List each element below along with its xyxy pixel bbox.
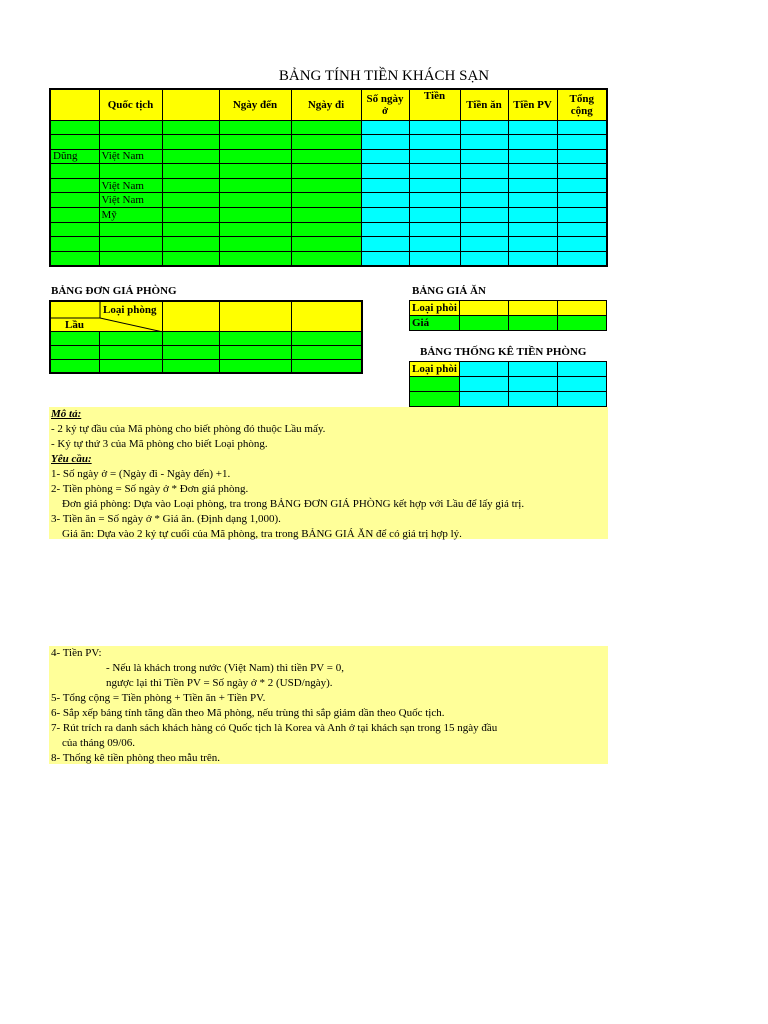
- table-cell: [557, 237, 607, 252]
- table-cell: [557, 208, 607, 223]
- price-header-cell: [162, 301, 219, 331]
- table-cell: [50, 251, 99, 266]
- table-cell: [50, 178, 99, 193]
- table-cell: [557, 149, 607, 164]
- price-header-cell: [219, 301, 291, 331]
- table-cell: [508, 237, 557, 252]
- header-cell: Ngày đi: [291, 89, 361, 120]
- note-line: 6- Sắp xếp bảng tính tăng dần theo Mã phòng, nếu trùng thì sắp giảm dần theo Quốc tịch.: [51, 707, 445, 719]
- table-cell: [508, 222, 557, 237]
- note-line: - Nếu là khách trong nước (Việt Nam) thì tiền PV = 0,: [51, 662, 344, 674]
- price-table: [49, 300, 363, 374]
- table-row: [50, 208, 607, 223]
- table-cell: [557, 193, 607, 208]
- table-cell: [162, 222, 219, 237]
- table-cell: [361, 135, 409, 150]
- note-line: - 2 ký tự đầu của Mã phòng cho biết phòng đó thuộc Lầu mấy.: [51, 423, 326, 435]
- table-cell: [409, 120, 460, 135]
- table-cell: [460, 208, 508, 223]
- table-cell: [99, 222, 162, 237]
- table-cell: [409, 149, 460, 164]
- notes-block-description: [49, 407, 608, 539]
- note-line: Giá ăn: Dựa vào 2 ký tự cuối của Mã phòng, tra trong BẢNG GIÁ ĂN để có giá trị hợp lý.: [51, 528, 462, 540]
- stats-table-title: BẢNG THỐNG KÊ TIỀN PHÒNG: [420, 346, 587, 358]
- table-cell: [361, 222, 409, 237]
- table-cell: [219, 120, 291, 135]
- table-cell: [50, 135, 99, 150]
- table-cell: [291, 208, 361, 223]
- price-header-bottom: Lầu: [65, 319, 84, 331]
- table-row: [50, 120, 607, 135]
- price-header-top: Loại phòng: [103, 304, 157, 316]
- table-cell: [361, 149, 409, 164]
- meal-row-label: Loại phòi: [410, 301, 460, 316]
- table-cell: [361, 193, 409, 208]
- header-cell: [50, 89, 99, 120]
- main-table-header: [50, 89, 607, 120]
- table-cell: [361, 164, 409, 179]
- table-row: [50, 222, 607, 237]
- table-cell: [219, 193, 291, 208]
- table-cell: [508, 208, 557, 223]
- table-cell: [219, 222, 291, 237]
- table-cell: [291, 251, 361, 266]
- header-cell: Ngày đến: [219, 89, 291, 120]
- table-cell: [162, 193, 219, 208]
- table-cell: [162, 178, 219, 193]
- table-cell: [162, 135, 219, 150]
- table-cell: [460, 149, 508, 164]
- note-line: - Ký tự thứ 3 của Mã phòng cho biết Loại phòng.: [51, 438, 268, 450]
- table-cell: [50, 164, 99, 179]
- table-cell: [291, 178, 361, 193]
- header-cell: Quốc tịch: [99, 89, 162, 120]
- table-cell: [219, 208, 291, 223]
- table-cell: [291, 193, 361, 208]
- stats-table: [409, 361, 607, 407]
- table-cell: [219, 251, 291, 266]
- table-cell: [162, 149, 219, 164]
- table-cell: [409, 251, 460, 266]
- table-cell: [219, 149, 291, 164]
- table-cell: [291, 120, 361, 135]
- table-cell: [557, 178, 607, 193]
- table-cell: [50, 120, 99, 135]
- table-cell: [219, 237, 291, 252]
- table-cell: [409, 193, 460, 208]
- table-row: [50, 149, 607, 164]
- note-line: 8- Thống kê tiền phòng theo mẫu trên.: [51, 752, 221, 764]
- table-cell: [50, 222, 99, 237]
- table-row: [50, 237, 607, 252]
- mo-ta-label: Mô tả:: [51, 408, 82, 420]
- table-cell: [291, 135, 361, 150]
- table-cell: [557, 251, 607, 266]
- page-title: BẢNG TÍNH TIỀN KHÁCH SẠN: [278, 68, 490, 84]
- stats-row-label: Loại phòi: [410, 362, 460, 377]
- table-cell: [460, 222, 508, 237]
- meal-table-title: BẢNG GIÁ ĂN: [412, 285, 486, 297]
- header-cell: Số ngày ở: [361, 89, 409, 120]
- table-cell: [460, 135, 508, 150]
- table-cell: [557, 120, 607, 135]
- table-cell: [361, 178, 409, 193]
- table-cell: [460, 120, 508, 135]
- table-cell: [50, 237, 99, 252]
- table-cell: [99, 164, 162, 179]
- table-row: [50, 178, 607, 193]
- table-cell: [460, 251, 508, 266]
- table-cell: [508, 251, 557, 266]
- table-cell: [508, 120, 557, 135]
- table-cell: [460, 164, 508, 179]
- table-cell: [409, 237, 460, 252]
- table-cell: Mỹ: [99, 208, 162, 223]
- table-cell: [508, 164, 557, 179]
- table-row: [50, 251, 607, 266]
- table-cell: [50, 208, 99, 223]
- price-header-cell: [291, 301, 362, 331]
- yeu-cau-label: Yêu cầu:: [51, 453, 92, 465]
- table-cell: [361, 120, 409, 135]
- table-cell: [409, 208, 460, 223]
- table-cell: [219, 135, 291, 150]
- table-cell: [99, 237, 162, 252]
- meal-row-label: Giá: [410, 316, 460, 331]
- table-cell: [219, 164, 291, 179]
- table-cell: [508, 178, 557, 193]
- table-cell: [291, 149, 361, 164]
- header-cell: Tiền ăn: [460, 89, 508, 120]
- note-line: 7- Rút trích ra danh sách khách hàng có Quốc tịch là Korea và Anh ở tại khách sạn trong 15 ngày đầu: [51, 722, 498, 734]
- table-cell: Việt Nam: [99, 178, 162, 193]
- table-row: [50, 135, 607, 150]
- table-cell: [557, 135, 607, 150]
- table-cell: [409, 135, 460, 150]
- table-cell: [508, 149, 557, 164]
- table-cell: [291, 237, 361, 252]
- main-table: [49, 88, 608, 267]
- note-line: Đơn giá phòng: Dựa vào Loại phòng, tra trong BẢNG ĐƠN GIÁ PHÒNG kết hợp với Lầu để lấy giá trị.: [51, 498, 525, 510]
- table-cell: [162, 164, 219, 179]
- price-table-corner: [50, 301, 162, 331]
- table-cell: [162, 208, 219, 223]
- header-cell: [162, 89, 219, 120]
- table-cell: [162, 120, 219, 135]
- table-cell: [557, 164, 607, 179]
- table-cell: Việt Nam: [99, 193, 162, 208]
- notes-block-requirements: [49, 646, 608, 764]
- table-cell: [219, 178, 291, 193]
- note-line: 2- Tiền phòng = Số ngày ở * Đơn giá phòng.: [51, 483, 249, 495]
- note-line: 3- Tiền ăn = Số ngày ở * Giá ăn. (Định dạng 1,000).: [51, 513, 281, 525]
- table-cell: Dũng: [50, 149, 99, 164]
- note-line: ngược lại thì Tiền PV = Số ngày ở * 2 (USD/ngày).: [51, 677, 333, 689]
- table-cell: [291, 222, 361, 237]
- table-cell: [50, 193, 99, 208]
- table-cell: [162, 237, 219, 252]
- table-cell: [99, 251, 162, 266]
- header-cell: Tổng cộng: [557, 89, 607, 120]
- table-cell: [460, 193, 508, 208]
- table-cell: [361, 251, 409, 266]
- note-line: của tháng 09/06.: [51, 737, 136, 749]
- table-cell: [99, 120, 162, 135]
- table-cell: [409, 178, 460, 193]
- table-cell: [409, 164, 460, 179]
- table-cell: [508, 193, 557, 208]
- table-cell: [291, 164, 361, 179]
- table-row: [50, 193, 607, 208]
- table-cell: [460, 178, 508, 193]
- table-cell: [460, 237, 508, 252]
- table-cell: [361, 237, 409, 252]
- table-cell: [409, 222, 460, 237]
- table-cell: Việt Nam: [99, 149, 162, 164]
- table-row: [50, 164, 607, 179]
- meal-table: [409, 300, 607, 331]
- header-cell: Tiền PV: [508, 89, 557, 120]
- header-cell: Tiền: [409, 89, 460, 120]
- table-cell: [508, 135, 557, 150]
- table-cell: [557, 222, 607, 237]
- note-line: 4- Tiền PV:: [51, 647, 102, 659]
- price-table-title: BẢNG ĐƠN GIÁ PHÒNG: [51, 285, 177, 297]
- table-cell: [361, 208, 409, 223]
- note-line: 5- Tổng cộng = Tiền phòng + Tiền ăn + Tiền PV.: [51, 692, 266, 704]
- table-cell: [162, 251, 219, 266]
- table-cell: [99, 135, 162, 150]
- note-line: 1- Số ngày ở = (Ngày đi - Ngày đến) +1.: [51, 468, 231, 480]
